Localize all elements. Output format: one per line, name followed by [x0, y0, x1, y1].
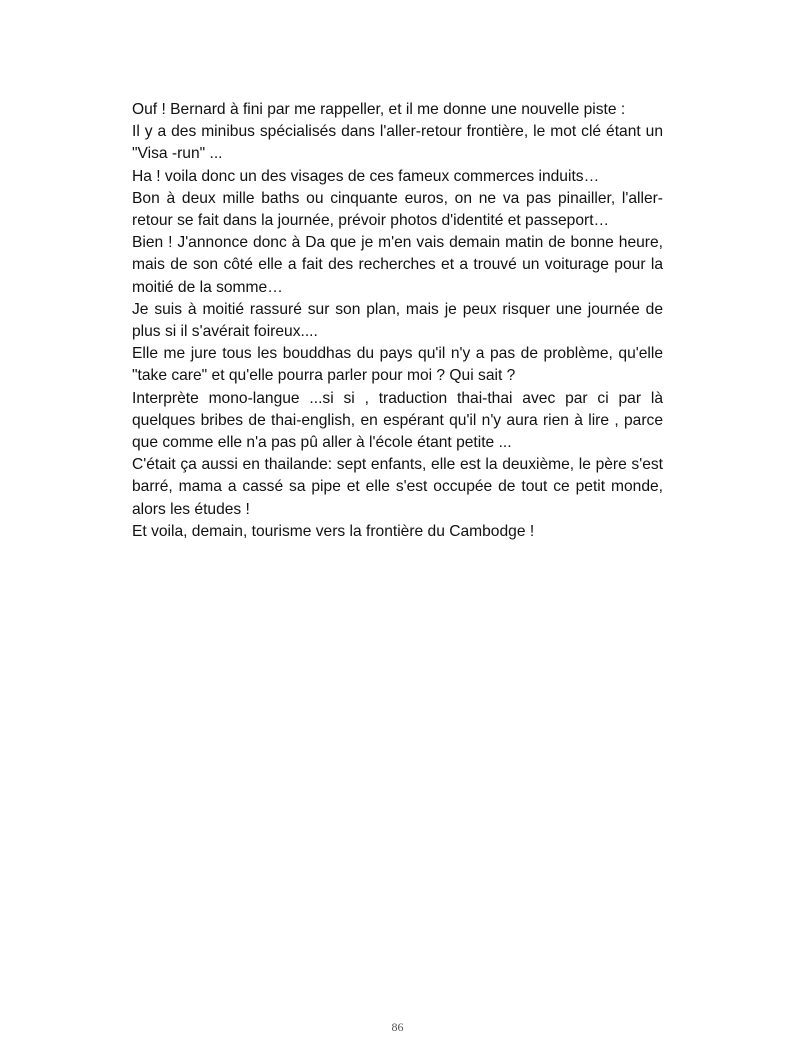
body-text: [132, 99, 663, 543]
paragraph: Ha ! voila donc un des visages de ces fameux commerces induits…: [132, 167, 600, 185]
paragraph: Interprète mono-langue ...si si , traduction thai-thai avec par ci par là quelques bribes de thai-english, en espérant qu'il n'y aura rien à lire , parce que comme elle n'a pas pû aller à l'école étant petite ...: [132, 389, 663, 452]
paragraph: C'était ça aussi en thailande: sept enfants, elle est la deuxième, le père s'est barré, mama a cassé sa pipe et elle s'est occupée de tout ce petit monde, alors les études !: [132, 456, 663, 518]
paragraph: Bon à deux mille baths ou cinquante euros, on ne va pas pinailler, l'aller-retour se fait dans la journée, prévoir photos d'identité et passeport…: [132, 189, 663, 230]
paragraph: Elle me jure tous les bouddhas du pays qu'il n'y a pas de problème, qu'elle "take care" et qu'elle pourra parler pour moi ? Qui sait ?: [132, 345, 663, 385]
page-number: 86: [391, 1020, 404, 1034]
paragraph: Ouf ! Bernard à fini par me rappeller, et il me donne une nouvelle piste :: [132, 101, 626, 118]
paragraph: Je suis à moitié rassuré sur son plan, mais je peux risquer une journée de plus si il s'avérait foireux....: [132, 300, 663, 341]
paragraph: Il y a des minibus spécialisés dans l'aller-retour frontière, le mot clé étant un "Visa -run" ...: [132, 123, 663, 163]
paragraph: Et voila, demain, tourisme vers la frontière du Cambodge !: [132, 522, 535, 540]
paragraph: Bien ! J'annonce donc à Da que je m'en vais demain matin de bonne heure, mais de son côté elle a fait des recherches et a trouvé un voiturage pour la moitié de la somme…: [132, 234, 663, 296]
